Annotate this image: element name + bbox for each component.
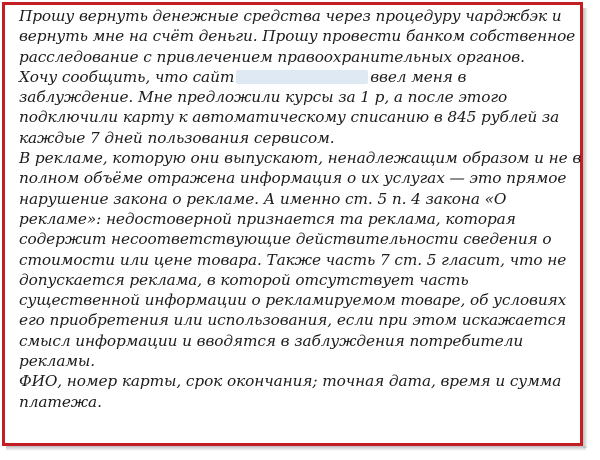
paragraph-payment-details [19, 371, 575, 412]
text-line: подключили карту к автоматическому списанию в 845 рублей за [19, 108, 560, 127]
text-line: Прошу вернуть денежные средства через процедуру чарджбэк и [19, 7, 562, 25]
text-line: каждые 7 дней пользования сервисом. [19, 128, 335, 147]
paragraph-chargeback-request [19, 6, 575, 67]
text-line: вернуть мне на счёт деньги. Прошу провести банком собственное [19, 27, 576, 46]
text-line: заблуждение. Мне предложили курсы за 1 р, а после этого [19, 88, 508, 107]
text-line-with-redaction [19, 67, 575, 87]
text-line: содержит несоответствующие действительности сведения о [19, 230, 552, 249]
text-line: нарушение закона о рекламе. А именно ст. 5 п. 4 закона «О [19, 189, 507, 208]
text-line: платежа. [19, 392, 102, 411]
paragraph-advertising-law [19, 148, 582, 371]
text-line: расследование с привлечением правоохранительных органов. [19, 47, 525, 66]
text-segment: ввел меня в [370, 67, 467, 86]
complaint-letter [19, 6, 582, 412]
text-line: стоимости или цене товара. Также часть 7 ст. 5 гласит, что не [19, 250, 567, 269]
text-line: полном объёме отражена информация о их услугах — это прямое [19, 169, 567, 188]
text-line: ФИО, номер карты, срок окончания; точная дата, время и сумма [19, 372, 562, 391]
text-line: допускается реклама, в которой отсутствует часть [19, 270, 469, 289]
text-line: его приобретения или использования, если при этом искажается [19, 311, 567, 330]
paragraph-site-misled [19, 67, 575, 148]
text-segment: Хочу сообщить, что сайт [19, 67, 235, 86]
text-line: смысл информации и вводятся в заблуждения потребители [19, 331, 524, 350]
text-line: рекламе»: недостоверной признается та реклама, которая [19, 209, 516, 228]
text-line: В рекламе, которую они выпускают, ненадлежащим образом и не в [19, 149, 582, 168]
frame-shadow-bottom [6, 446, 586, 451]
redacted-site-name [236, 70, 368, 84]
frame-shadow-right [583, 8, 588, 448]
text-line: рекламы. [19, 352, 96, 371]
text-line: существенной информации о рекламируемом товаре, об условиях [19, 291, 567, 310]
